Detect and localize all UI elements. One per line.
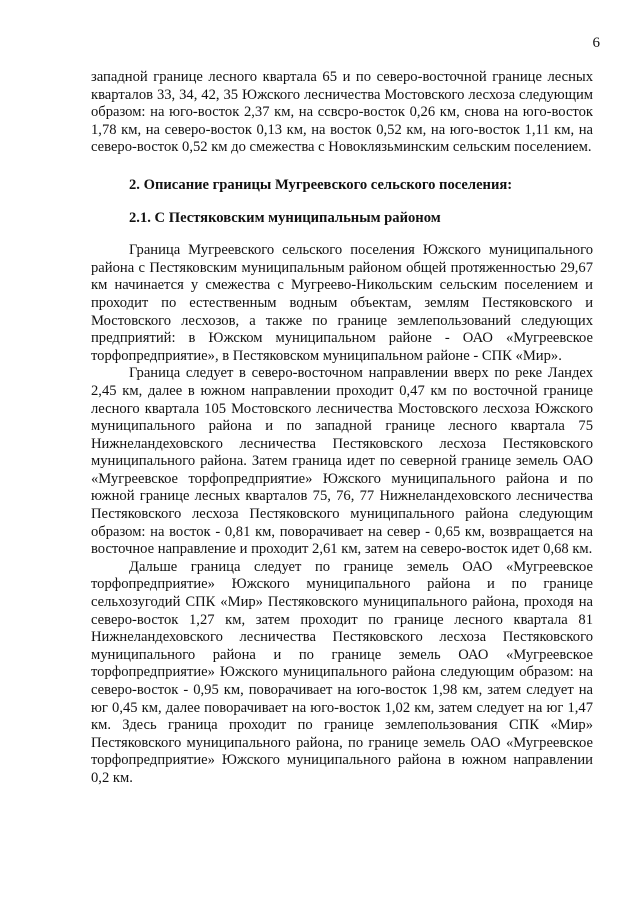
- document-body: [91, 69, 593, 788]
- spacer: [91, 195, 593, 210]
- paragraph: Дальше граница следует по границе земель ОАО «Мугреевское торфопредприятие» Южского муниципального района и по границе сельхозугодий СПК «Мир» Пестяковского муниципального района, проходя на северо-восток 1,27 км, затем проходит по границе лесного квартала 81 Нижнеландеховского лесничества Пестяковского лесхоза Пестяковского муниципального района и по границе земель ОАО «Мугреевское торфопредприятие» Южского муниципального района следующим образом: на северо-восток - 0,95 км, поворачивает на юго-восток 1,98 км, затем следует на юг 0,45 км, далее поворачивает на юго-восток 1,02 км, затем следует на юг 1,47 км. Здесь граница проходит по границе землепользования СПК «Мир» Пестяковского муниципального района, по границе земель ОАО «Мугреевское торфопредприятие» Южского муниципального района в южном направлении 0,2 км.: [91, 558, 593, 786]
- section-heading: 2. Описание границы Мугреевского сельского поселения:: [129, 176, 513, 193]
- subsection-heading: 2.1. С Пестяковским муниципальным районом: [129, 209, 441, 226]
- spacer: [91, 227, 593, 242]
- intro-paragraph: западной границе лесного квартала 65 и по северо-восточной границе лесных кварталов 33, 34, 42, 35 Южского лесничества Мостовского лесхоза следующим образом: на юго-восток 2,37 км, на ссвсро-восток 0,26 км, снова на юго-восток 1,78 км, на северо-восток 0,13 км, на восток 0,52 км, на юго-восток 1,11 км, на северо-восток 0,52 км до смежества с Новоклязьминским сельским поселением.: [91, 69, 593, 156]
- paragraph: Граница Мугреевского сельского поселения Южского муниципального района с Пестяковским муниципальным районом общей протяженностью 29,67 км начинается у смежества с Мугреево-Никольским сельским поселением и проходит по естественным водным объектам, землям Пестяковского и Мостовского лесхозов, а также по границе землепользований следующих предприятий: в Южском муниципальном районе - ОАО «Мугреевское торфопредприятие», в Пестяковском муниципальном районе - СПК «Мир».: [91, 242, 593, 364]
- spacer: [91, 157, 593, 177]
- paragraph: Граница следует в северо-восточном направлении вверх по реке Ландех 2,45 км, далее в южном направлении проходит 0,47 км по восточной границе лесного квартала 105 Мостовского лесничества Мостовского лесхоза Южского муниципального района и по западной границе лесного квартала 75 Нижнеландеховского лесничества Пестяковского лесхоза Пестяковского муниципального района. Затем граница идет по северной границе земель ОАО «Мугреевское торфопредприятие» Южского муниципального района и по южной границе лесных кварталов 75, 76, 77 Нижнеландеховского лесничества Пестяковского лесхоза Пестяковского муниципального района следующим образом: на восток - 0,81 км, поворачивает на сeвер - 0,65 км, возвращается на восточное направление и проходит 2,61 км, затем на северо-восток идет 0,68 км.: [91, 365, 593, 558]
- page-number: 6: [592, 35, 600, 51]
